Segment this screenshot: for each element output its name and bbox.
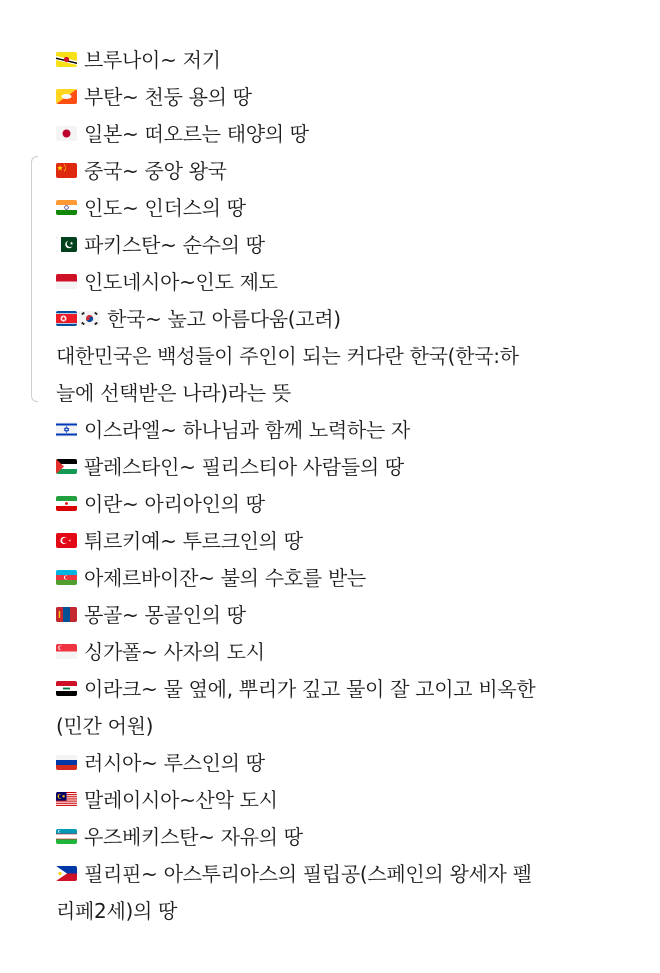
indonesia-flag-icon [56, 274, 77, 289]
flag-group [56, 817, 79, 854]
list-item-text: 인도~ 인더스의 땅 [84, 196, 246, 220]
list-item-text: 필리핀~ 아스투리아스의 필립공(스페인의 왕세자 펠 [84, 862, 532, 886]
palestine-flag-icon [56, 459, 77, 474]
south-korea-flag-icon [79, 311, 100, 326]
singapore-flag-icon [56, 644, 77, 659]
list-item-text: 이라크~ 물 옆에, 뿌리가 깊고 물이 잘 고이고 비옥한 [84, 677, 536, 701]
list-item [56, 670, 646, 707]
iraq-flag-icon [56, 681, 77, 696]
bhutan-flag-icon [56, 89, 77, 104]
list-item-text: 이란~ 아리아인의 땅 [84, 492, 265, 516]
list-item [56, 633, 646, 670]
brunei-flag-icon [56, 52, 77, 67]
list-item [56, 522, 646, 559]
list-item [56, 411, 646, 448]
list-item [56, 152, 646, 189]
flag-group [56, 743, 79, 780]
list-item-text: 늘에 선택받은 나라)라는 뜻 [56, 381, 291, 405]
quote-bracket [31, 156, 38, 402]
list-item-text: 일본~ 떠오르는 태양의 땅 [84, 122, 309, 146]
pakistan-flag-icon [56, 237, 77, 252]
list-item-text: 리페2세)의 땅 [56, 899, 178, 923]
flag-group [56, 780, 79, 817]
list-item-text: 대한민국은 백성들이 주인이 되는 커다란 한국(한국:하 [56, 344, 519, 368]
list-item-text: 아제르바이잔~ 불의 수호를 받는 [84, 566, 366, 590]
list-item [56, 41, 646, 78]
israel-flag-icon [56, 422, 77, 437]
list-item [56, 818, 646, 855]
list-item [56, 226, 646, 263]
flag-group [56, 114, 79, 151]
turkey-flag-icon [56, 533, 77, 548]
list-item-text: 말레이시아~산악 도시 [84, 788, 278, 812]
flag-group [56, 854, 79, 891]
list-item-text: 인도네시아~인도 제도 [84, 270, 278, 294]
list-item [56, 337, 646, 374]
russia-flag-icon [56, 755, 77, 770]
list-item-text: 브루나이~ 저기 [84, 48, 221, 72]
list-item [56, 781, 646, 818]
list-item-text: 부탄~ 천둥 용의 땅 [84, 85, 252, 109]
list-item-text: 파키스탄~ 순수의 땅 [84, 233, 265, 257]
uzbekistan-flag-icon [56, 829, 77, 844]
azerbaijan-flag-icon [56, 570, 77, 585]
list-item-text: 이스라엘~ 하나님과 함께 노력하는 자 [84, 418, 410, 442]
flag-group [56, 299, 102, 336]
list-item [56, 263, 646, 300]
flag-group [56, 262, 79, 299]
list-item-text: (민간 어원) [56, 714, 154, 738]
list-item [56, 374, 646, 411]
malaysia-flag-icon [56, 792, 77, 807]
flag-group [56, 632, 79, 669]
list-item-text: 몽골~ 몽골인의 땅 [84, 603, 246, 627]
north-korea-flag-icon [56, 311, 77, 326]
list-item [56, 892, 646, 929]
iran-flag-icon [56, 496, 77, 511]
list-item [56, 78, 646, 115]
china-flag-icon [56, 163, 77, 178]
flag-group [56, 521, 79, 558]
list-item [56, 189, 646, 226]
flag-group [56, 669, 79, 706]
flag-group [56, 151, 79, 188]
philippines-flag-icon [56, 866, 77, 881]
list-item [56, 596, 646, 633]
mongolia-flag-icon [56, 607, 77, 622]
country-name-list [56, 41, 646, 929]
list-item-text: 러시아~ 루스인의 땅 [84, 751, 265, 775]
flag-group [56, 595, 79, 632]
flag-group [56, 40, 79, 77]
flag-group [56, 484, 79, 521]
list-item [56, 485, 646, 522]
list-item [56, 855, 646, 892]
japan-flag-icon [56, 126, 77, 141]
list-item [56, 707, 646, 744]
list-item [56, 300, 646, 337]
list-item-text: 싱가폴~ 사자의 도시 [84, 640, 265, 664]
list-item-text: 튀르키예~ 투르크인의 땅 [84, 529, 303, 553]
list-item-text: 한국~ 높고 아름다움(고려) [107, 307, 341, 331]
flag-group [56, 77, 79, 114]
list-item [56, 448, 646, 485]
list-item [56, 115, 646, 152]
flag-group [56, 558, 79, 595]
list-item-text: 중국~ 중앙 왕국 [84, 159, 227, 183]
flag-group [56, 447, 79, 484]
list-item [56, 559, 646, 596]
list-item-text: 팔레스타인~ 필리스티아 사람들의 땅 [84, 455, 404, 479]
flag-group [56, 410, 79, 447]
flag-group [56, 225, 79, 262]
india-flag-icon [56, 200, 77, 215]
list-item-text: 우즈베키스탄~ 자유의 땅 [84, 825, 303, 849]
flag-group [56, 188, 79, 225]
list-item [56, 744, 646, 781]
